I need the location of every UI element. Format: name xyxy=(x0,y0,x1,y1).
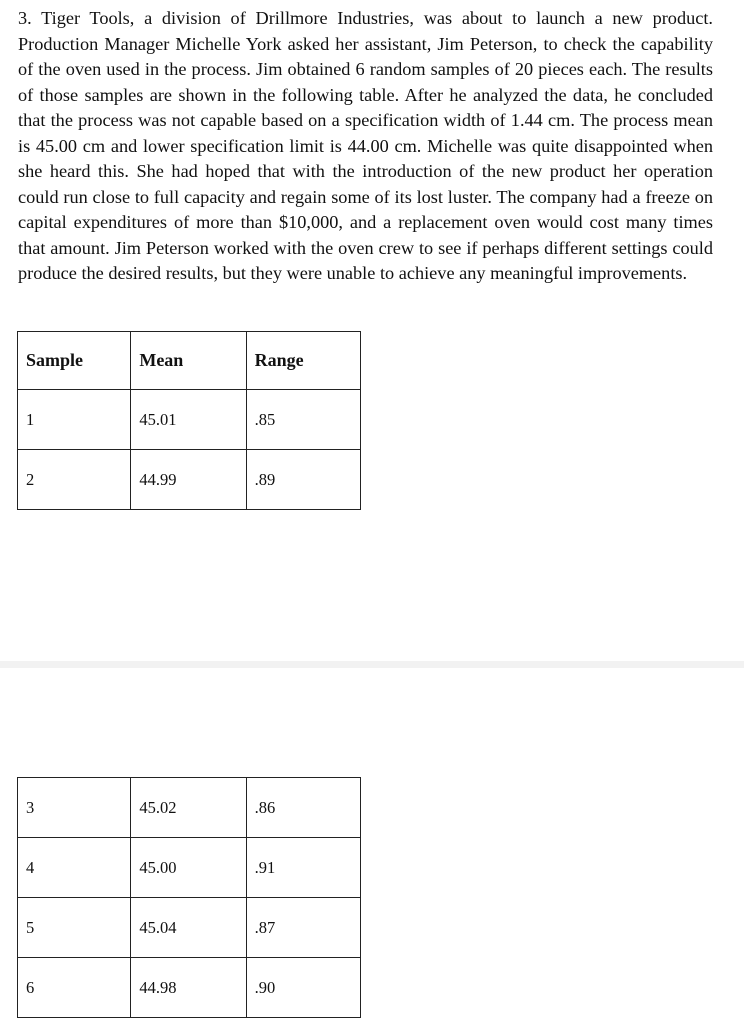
sample-cell: 4 xyxy=(18,838,131,898)
mean-cell: 45.02 xyxy=(131,778,246,838)
page-break-divider xyxy=(0,661,744,668)
range-cell: .85 xyxy=(246,390,360,450)
range-cell: .91 xyxy=(246,838,360,898)
table-row xyxy=(18,898,361,958)
mean-cell: 45.04 xyxy=(131,898,246,958)
table-row xyxy=(18,958,361,1018)
samples-table-part-1 xyxy=(17,331,361,510)
table-row xyxy=(18,390,361,450)
samples-table-part-2 xyxy=(17,777,361,1018)
table-header-row xyxy=(18,332,361,390)
range-cell: .86 xyxy=(246,778,360,838)
range-cell: .87 xyxy=(246,898,360,958)
table-row xyxy=(18,838,361,898)
range-cell: .90 xyxy=(246,958,360,1018)
header-range: Range xyxy=(246,332,360,390)
sample-cell: 5 xyxy=(18,898,131,958)
problem-paragraph: 3. Tiger Tools, a division of Drillmore Industries, was about to launch a new product. Production Manager Michelle York asked her assistant, Jim Peterson, to check the capability of the oven used in the process. Jim obtained 6 random samples of 20 pieces each. The results of those samples are shown in the following table. After he analyzed the data, he concluded that the process was not capable based on a specification width of 1.44 cm. The process mean is 45.00 cm and lower specification limit is 44.00 cm. Michelle was quite disappointed when she heard this. She had hoped that with the introduction of the new product her operation could run close to full capacity and regain some of its lost luster. The company had a freeze on capital expenditures of more than $10,000, and a replacement oven would cost many times that amount. Jim Peterson worked with the oven crew to see if perhaps different settings could produce the desired results, but they were unable to achieve any meaningful improvements. xyxy=(18,8,713,283)
table-row xyxy=(18,778,361,838)
sample-cell: 3 xyxy=(18,778,131,838)
mean-cell: 44.99 xyxy=(131,450,246,510)
mean-cell: 45.00 xyxy=(131,838,246,898)
mean-cell: 44.98 xyxy=(131,958,246,1018)
header-sample: Sample xyxy=(18,332,131,390)
mean-cell: 45.01 xyxy=(131,390,246,450)
sample-cell: 6 xyxy=(18,958,131,1018)
sample-cell: 2 xyxy=(18,450,131,510)
header-mean: Mean xyxy=(131,332,246,390)
range-cell: .89 xyxy=(246,450,360,510)
table-row xyxy=(18,450,361,510)
sample-cell: 1 xyxy=(18,390,131,450)
